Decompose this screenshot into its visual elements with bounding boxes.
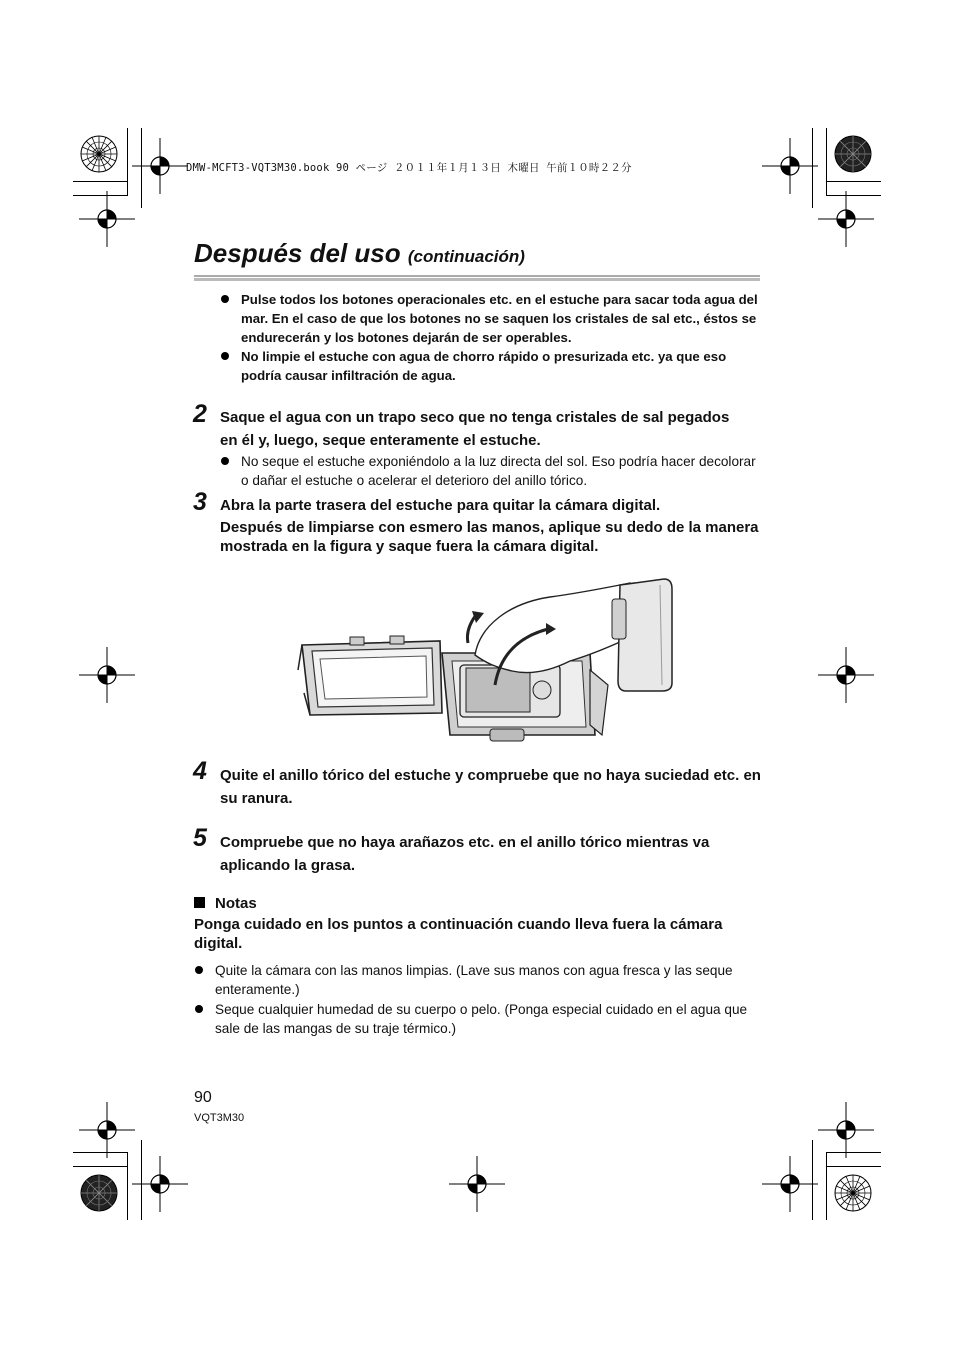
bullet-icon (195, 1005, 203, 1013)
step-number: 5 (193, 824, 207, 852)
bullet-icon (221, 295, 229, 303)
case-lid-illustration (298, 636, 442, 715)
notes-heading: Notas (194, 895, 257, 912)
step-text-continued: Después de limpiarse con esmero las manos, aplique su dedo de la manera mostrada en la figura y saque fuera la cámara digital. (220, 519, 759, 555)
list-item: Seque cualquier humedad de su cuerpo o pelo. (Ponga especial cuidado en el agua que sale de las mangas de su traje térmico.) (215, 1000, 765, 1038)
lift-arrow-icon (467, 615, 476, 643)
square-bullet-icon (194, 897, 205, 908)
list-item: No seque el estuche exponiéndolo a la luz directa del sol. Eso podría hacer decolorar o dañar el estuche o acelerar el deterioro del anillo tórico. (241, 452, 765, 490)
list-item: No limpie el estuche con agua de chorro rápido o presurizada etc. ya que eso podría causar infiltración de agua. (241, 347, 765, 385)
step-number: 4 (193, 757, 207, 785)
document-code: VQT3M30 (194, 1112, 245, 1124)
digital-camera-illustration (612, 579, 672, 691)
notes-intro: Ponga cuidado en los puntos a continuación cuando lleva fuera la cámara digital. (194, 916, 723, 952)
step-text: Saque el agua con un trapo seco que no tenga cristales de sal pegados en él y, luego, seque enteramente el estuche. (220, 409, 730, 449)
bullet-icon (221, 457, 229, 465)
hand-illustration (475, 583, 635, 673)
step-text: Abra la parte trasera del estuche para quitar la cámara digital. (220, 497, 661, 514)
bullet-icon (221, 352, 229, 360)
intro-bullet-list (241, 290, 765, 385)
bullet-icon (195, 966, 203, 974)
page-number: 90 (194, 1089, 212, 1106)
notes-bullet-list (215, 961, 765, 1038)
page-title (194, 238, 525, 269)
list-item: Pulse todos los botones operacionales etc. en el estuche para sacar toda agua del mar. En el caso de que los botones no se saquen los cristales de sal etc., éstos se endurecerán y los botones dejarán de ser operables. (241, 290, 765, 347)
title-divider (194, 275, 760, 281)
step-text: Quite el anillo tórico del estuche y compruebe que no haya suciedad etc. en su ranura. (220, 767, 761, 807)
step-text: Compruebe que no haya arañazos etc. en el anillo tórico mientras va aplicando la grasa. (220, 834, 710, 874)
section-subtitle: (continuación) (407, 247, 525, 266)
book-file-info: DMW-MCFT3-VQT3M30.book 90 ページ ２０１１年１月１３日 木曜日 午前１０時２２分 (186, 162, 632, 174)
step-number: 2 (193, 400, 207, 428)
step-2-bullet-list (241, 452, 765, 490)
camera-removal-illustration (290, 575, 680, 750)
list-item: Quite la cámara con las manos limpias. (Lave sus manos con agua fresca y las seque enteramente.) (215, 961, 765, 999)
section-title: Después del uso (194, 238, 401, 268)
step-number: 3 (193, 488, 207, 516)
